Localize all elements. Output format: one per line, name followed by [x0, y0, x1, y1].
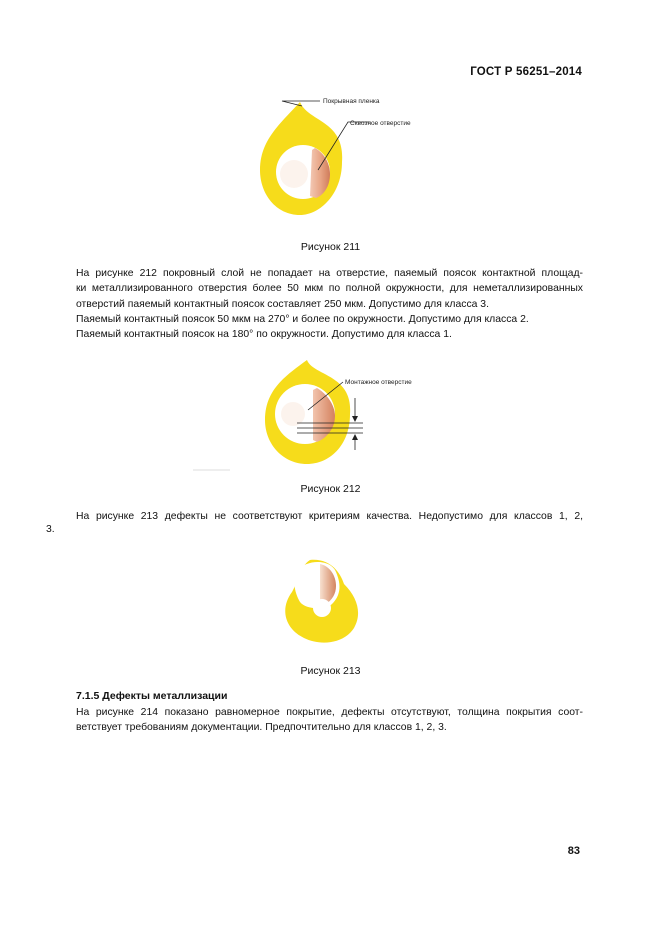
paragraph-figure-212 — [76, 266, 583, 342]
label-through-hole: Сквозное отверстие — [350, 120, 411, 127]
paragraph-figure-213 — [76, 509, 583, 524]
class2-line: Паяемый контактный поясок 50 мкм на 270° и более по окружности. Допустимо для класса 2. — [76, 313, 529, 325]
page-number: 83 — [567, 845, 580, 857]
para-212-line-3: отверстий паяемый контактный поясок составляет 250 мкм. Допустимо для класса 3. — [76, 298, 489, 310]
figure-212-image — [185, 352, 455, 472]
label-mounting-hole: Монтажное отверстие — [345, 379, 412, 386]
section-line-2: ветствует требованиям документации. Предпочтительно для классов 1, 2, 3. — [76, 722, 447, 734]
para-212-line-2: ки металлизированного отверстия более 50 мкм по полной окружности, для неметаллизированных — [76, 283, 583, 295]
figure-211-image — [250, 92, 450, 227]
section-line-1: На рисунке 214 показано равномерное покрытие, дефекты отсутствуют, толщина покрытия соот- — [76, 707, 583, 718]
figure-213-caption: Рисунок 213 — [300, 665, 361, 677]
document-header: ГОСТ Р 56251–2014 — [470, 66, 582, 78]
para-213-line-1: На рисунке 213 дефекты не соответствуют критериям качества. Недопустимо для классов 1, 2, — [76, 511, 583, 522]
figure-211-caption: Рисунок 211 — [300, 241, 361, 253]
figure-213-image — [270, 552, 380, 652]
section-title: 7.1.5 Дефекты металлизации — [76, 690, 228, 702]
para-212-line-1: На рисунке 212 покровный слой не попадает на отверстие, паяемый поясок контактной площад- — [76, 268, 583, 279]
label-cover-film: Покрывная пленка — [323, 98, 380, 105]
figure-212-caption: Рисунок 212 — [300, 483, 361, 495]
paragraph-section-7-1-5 — [76, 705, 583, 736]
para-213-line-2: 3. — [46, 524, 55, 535]
class1-line: Паяемый контактный поясок на 180° по окружности. Допустимо для класса 1. — [76, 329, 452, 341]
